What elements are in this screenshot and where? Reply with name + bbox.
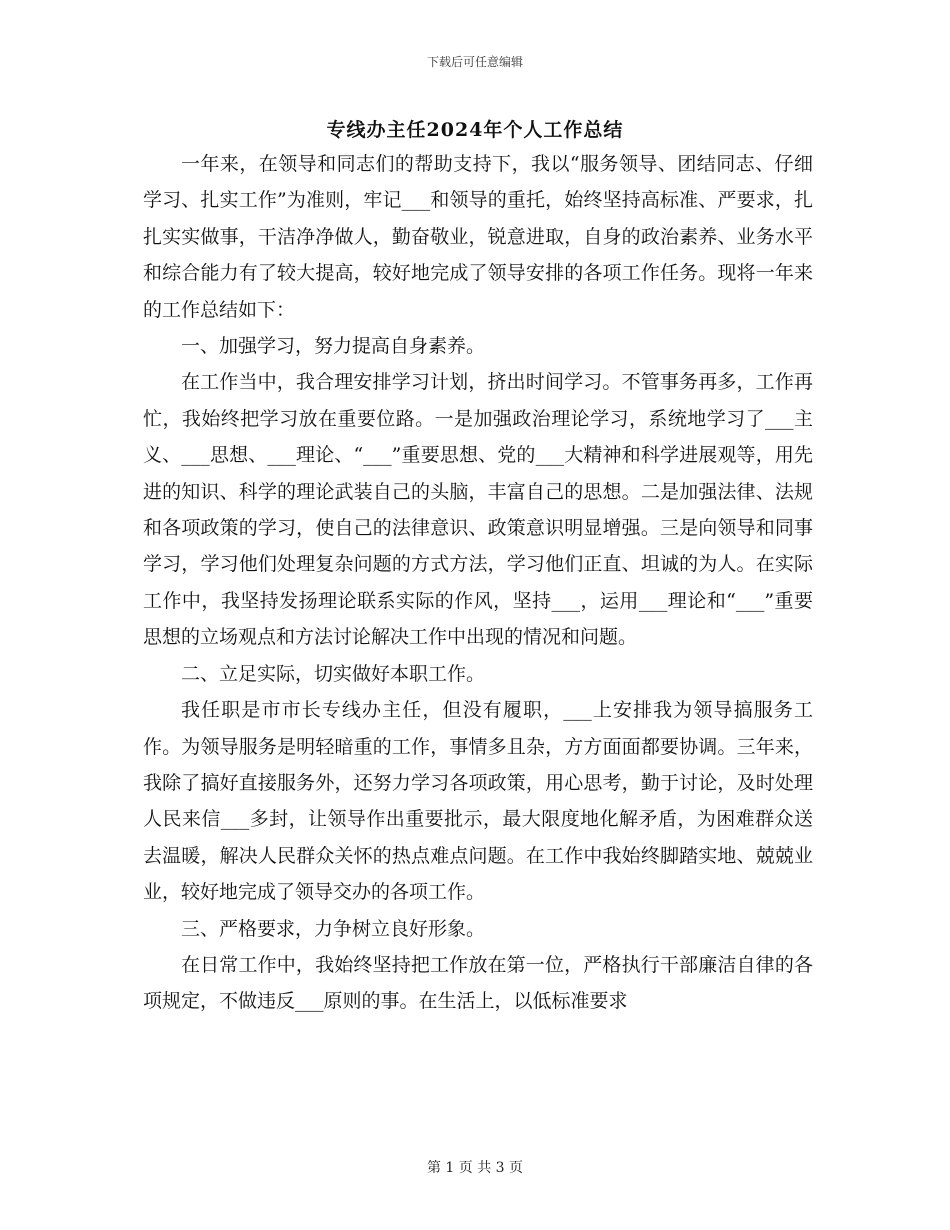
paragraph: 我任职是市市长专线办主任，但没有履职，___上安排我为领导搞服务工作。为领导服务是明轻暗重的工作，事情多且杂，方方面面都要协调。三年来，我除了搞好直接服务外，还努力学习各项政策，用心思考，勤于讨论，及时处理人民来信___多封，让领导作出重要批示，最大限度地化解矛盾，为困难群众送去温暖，解决人民群众关怀的热点难点问题。在工作中我始终脚踏实地、兢兢业业，较好地完成了领导交办的各项工作。 — [143, 699, 813, 904]
paragraph: 一年来，在领导和同志们的帮助支持下，我以“服务领导、团结同志、仔细学习、扎实工作”为准则，牢记___和领导的重托，始终坚持高标准、严要求，扎扎实实做事，干洁净净做人，勤奋敬业，锐意进取，自身的政治素养、业务水平和综合能力有了较大提高，较好地完成了领导安排的各项工作任务。现将一年来的工作总结如下： — [143, 153, 813, 321]
section-heading: 二、立足实际，切实做好本职工作。 — [181, 662, 486, 685]
page-number-footer: 第 1 页 共 3 页 — [426, 1160, 524, 1176]
header-note: 下载后可任意编辑 — [426, 55, 523, 69]
section-heading: 一、加强学习，努力提高自身素养。 — [181, 335, 486, 358]
paragraph: 在日常工作中，我始终坚持把工作放在第一位，严格执行干部廉洁自律的各项规定，不做违反___原则的事。在生活上，以低标准要求 — [143, 953, 813, 1013]
document-body — [143, 146, 813, 1020]
document-title: 专线办主任2024年个人工作总结 — [326, 119, 624, 141]
paragraph: 在工作当中，我合理安排学习计划，挤出时间学习。不管事务再多，工作再忙，我始终把学习放在重要位路。一是加强政治理论学习，系统地学习了___主义、___思想、___理论、“___”重要思想、党的___大精神和科学进展观等，用先进的知识、科学的理论武装自己的头脑，丰富自己的思想。二是加强法律、法规和各项政策的学习，使自己的法律意识、政策意识明显增强。三是向领导和同事学习，学习他们处理复杂问题的方式方法，学习他们正直、坦诚的为人。在实际工作中，我坚持发扬理论联系实际的作风，坚持___，运用___理论和“___”重要思想的立场观点和方法讨论解决工作中出现的情况和问题。 — [143, 371, 813, 649]
section-heading: 三、严格要求，力争树立良好形象。 — [181, 917, 486, 940]
